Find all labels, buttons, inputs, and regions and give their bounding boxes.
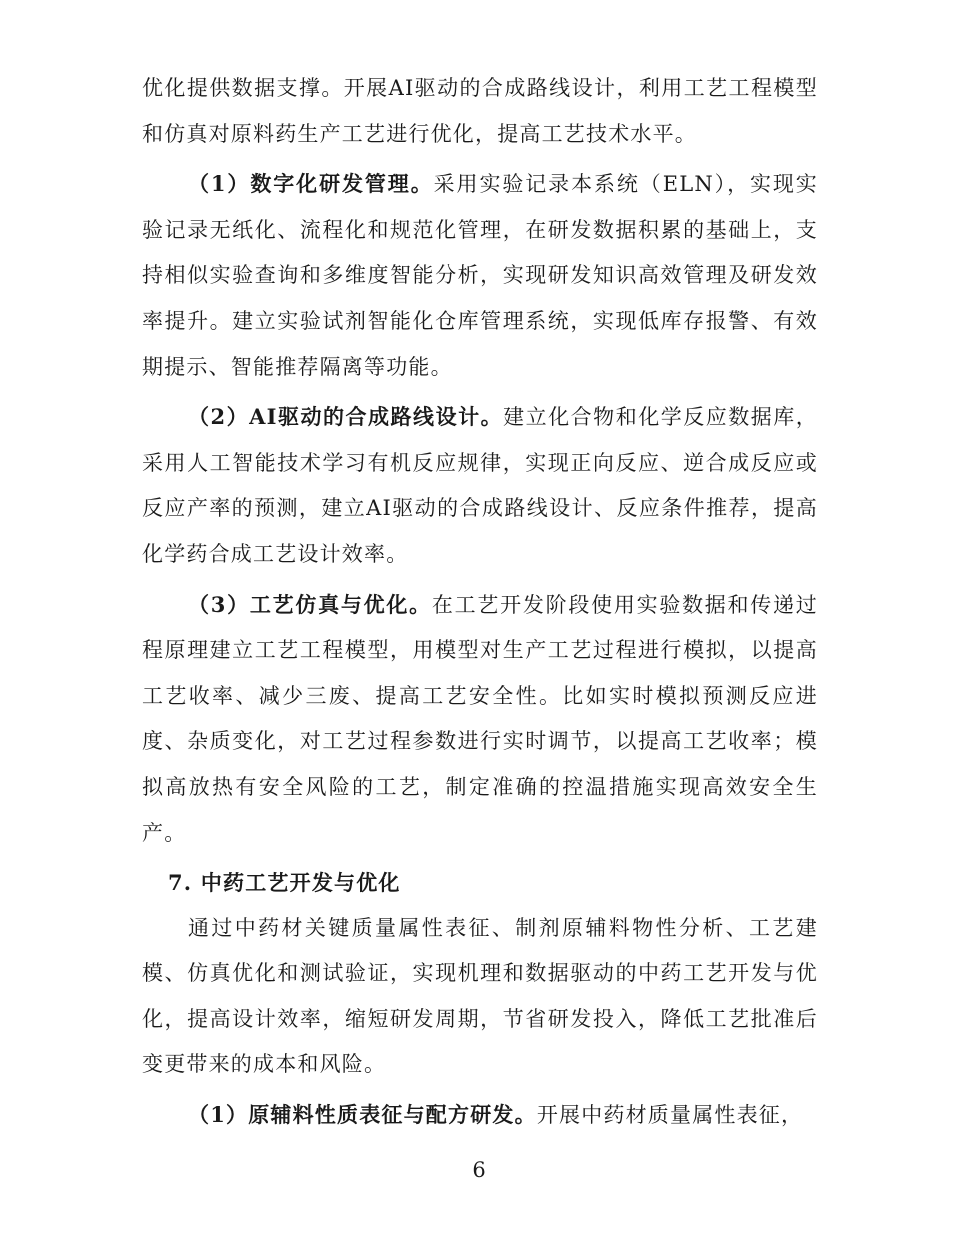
paragraph-lead: （1）数字化研发管理。 bbox=[188, 171, 434, 197]
paragraph-lead: （2）AI驱动的合成路线设计。 bbox=[188, 404, 504, 430]
paragraph-text: 在工艺开发阶段使用实验数据和传递过程原理建立工艺工程模型，用模型对生产工艺过程进行模拟，以提高工艺收率、减少三废、提高工艺安全性。比如实时模拟预测反应进度、杂质变化，对工艺过程参数进行实时调节，以提高工艺收率；模拟高放热有安全风险的工艺，制定准确的控温措施实现高效安全生产。 bbox=[142, 592, 819, 845]
paragraph-tcm-intro bbox=[142, 906, 818, 1088]
paragraph-text: 建立化合物和化学反应数据库，采用人工智能技术学习有机反应规律，实现正向反应、逆合成反应或反应产率的预测，建立AI驱动的合成路线设计、反应条件推荐，提高化学药合成工艺设计效率。 bbox=[142, 405, 818, 566]
paragraph-lead: （3）工艺仿真与优化。 bbox=[188, 591, 432, 617]
paragraph-text: 通过中药材关键质量属性表征、制剂原辅料物性分析、工艺建模、仿真优化和测试验证，实现机理和数据驱动的中药工艺开发与优化，提高设计效率，缩短研发周期，节省研发投入，降低工艺批准后变更带来的成本和风险。 bbox=[142, 915, 818, 1077]
paragraph-ai-synthesis-route bbox=[142, 394, 818, 577]
paragraph-text: 优化提供数据支撑。开展AI驱动的合成路线设计，利用工艺工程模型和仿真对原料药生产工艺进行优化，提高工艺技术水平。 bbox=[142, 76, 818, 146]
section-heading-7: 7. 中药工艺开发与优化 bbox=[168, 870, 401, 896]
paragraph-lead: （1）原辅料性质表征与配方研发。 bbox=[188, 1102, 537, 1128]
document-body bbox=[142, 66, 818, 1139]
paragraph-text: 开展中药材质量属性表征， bbox=[536, 1103, 804, 1128]
page-number: 6 bbox=[472, 1158, 486, 1182]
paragraph-digital-rd-management bbox=[142, 161, 818, 390]
paragraph-process-simulation bbox=[142, 582, 818, 857]
paragraph-text: 采用实验记录本系统（ELN），实现实验记录无纸化、流程化和规范化管理，在研发数据积累的基础上，支持相似实验查询和多维度智能分析，实现研发知识高效管理及研发效率提升。建立实验试剂智能化仓库管理系统，实现低库存报警、有效期提示、智能推荐隔离等功能。 bbox=[142, 172, 819, 379]
paragraph-continuation bbox=[142, 66, 818, 157]
paragraph-raw-material-characterization bbox=[142, 1092, 818, 1139]
